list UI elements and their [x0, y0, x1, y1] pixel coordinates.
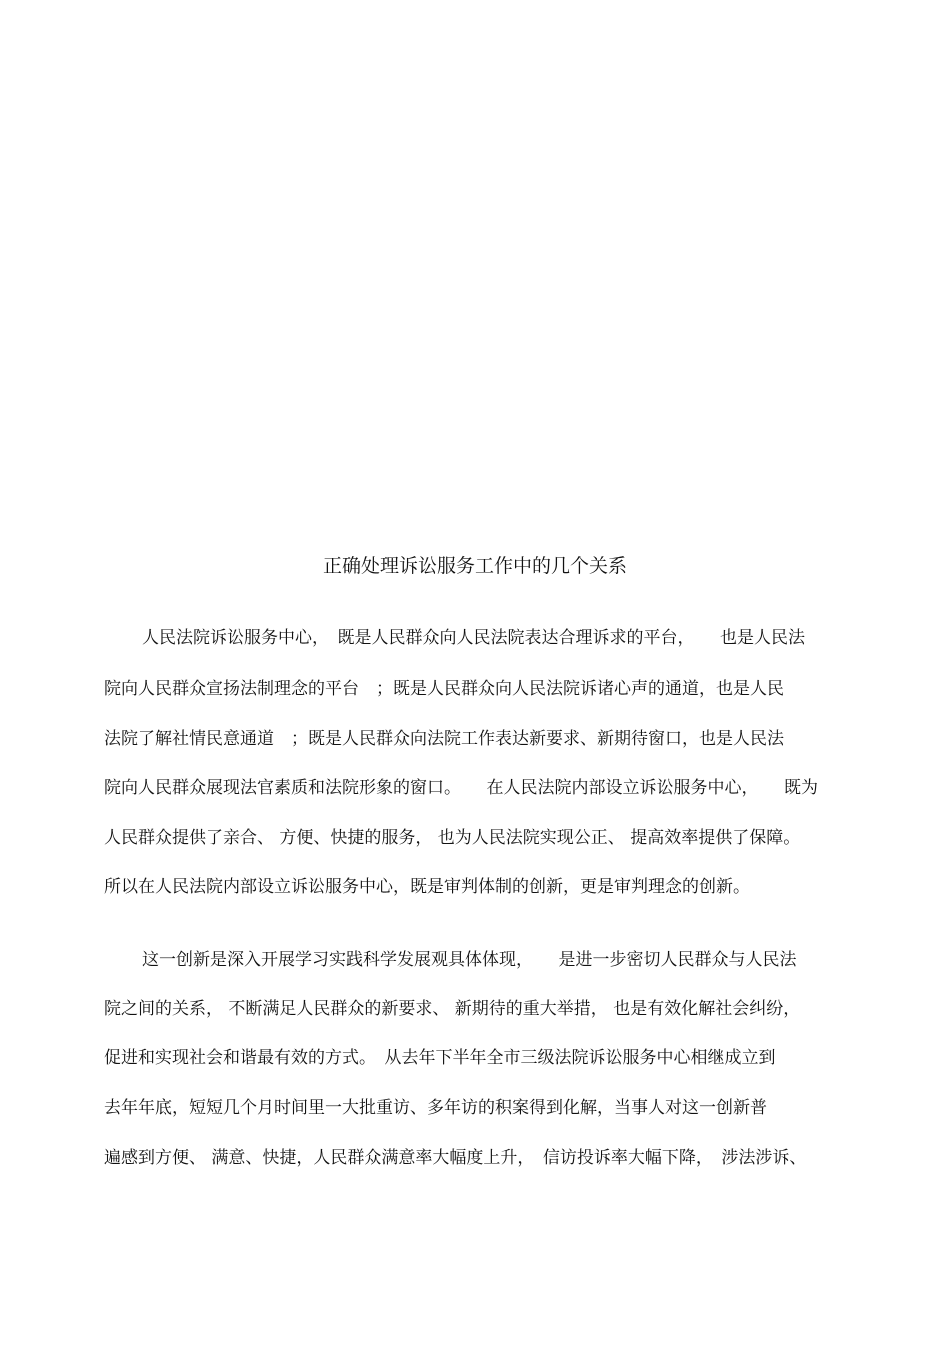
paragraph-1-line-2: 院向人民群众宣扬法制理念的平台 ；既是人民群众向人民法院诉诸心声的通道，也是人民	[104, 679, 784, 699]
paragraph-2-line-3: 促进和实现社会和谐最有效的方式。 从去年下半年全市三级法院诉讼服务中心相继成立到	[104, 1048, 776, 1068]
paragraph-2-line-4: 去年年底，短短几个月时间里一大批重访、多年访的积案得到化解，当事人对这一创新普	[104, 1098, 767, 1118]
paragraph-1-line-6: 所以在人民法院内部设立诉讼服务中心，既是审判体制的创新，更是审判理念的创新。	[104, 877, 750, 897]
paragraph-1-line-3: 法院了解社情民意通道 ；既是人民群众向法院工作表达新要求、新期待窗口，也是人民法	[104, 729, 784, 749]
paragraph-1-line-1: 人民法院诉讼服务中心， 既是人民群众向人民法院表达合理诉求的平台， 也是人民法	[142, 628, 805, 648]
paragraph-1-line-4: 院向人民群众展现法官素质和法院形象的窗口。 在人民法院内部设立诉讼服务中心， 既为	[104, 778, 818, 798]
paragraph-2-line-1: 这一创新是深入开展学习实践科学发展观具体体现， 是进一步密切人民群众与人民法	[142, 950, 797, 970]
paragraph-2-line-5: 遍感到方便、 满意、快捷，人民群众满意率大幅度上升， 信访投诉率大幅下降， 涉法涉诉、	[104, 1148, 807, 1168]
paragraph-1-line-5: 人民群众提供了亲合、 方便、快捷的服务， 也为人民法院实现公正、 提高效率提供了保障。	[104, 828, 801, 848]
document-title: 正确处理诉讼服务工作中的几个关系	[322, 555, 627, 577]
paragraph-2-line-2: 院之间的关系， 不断满足人民群众的新要求、 新期待的重大举措， 也是有效化解社会纠纷，	[104, 999, 801, 1019]
